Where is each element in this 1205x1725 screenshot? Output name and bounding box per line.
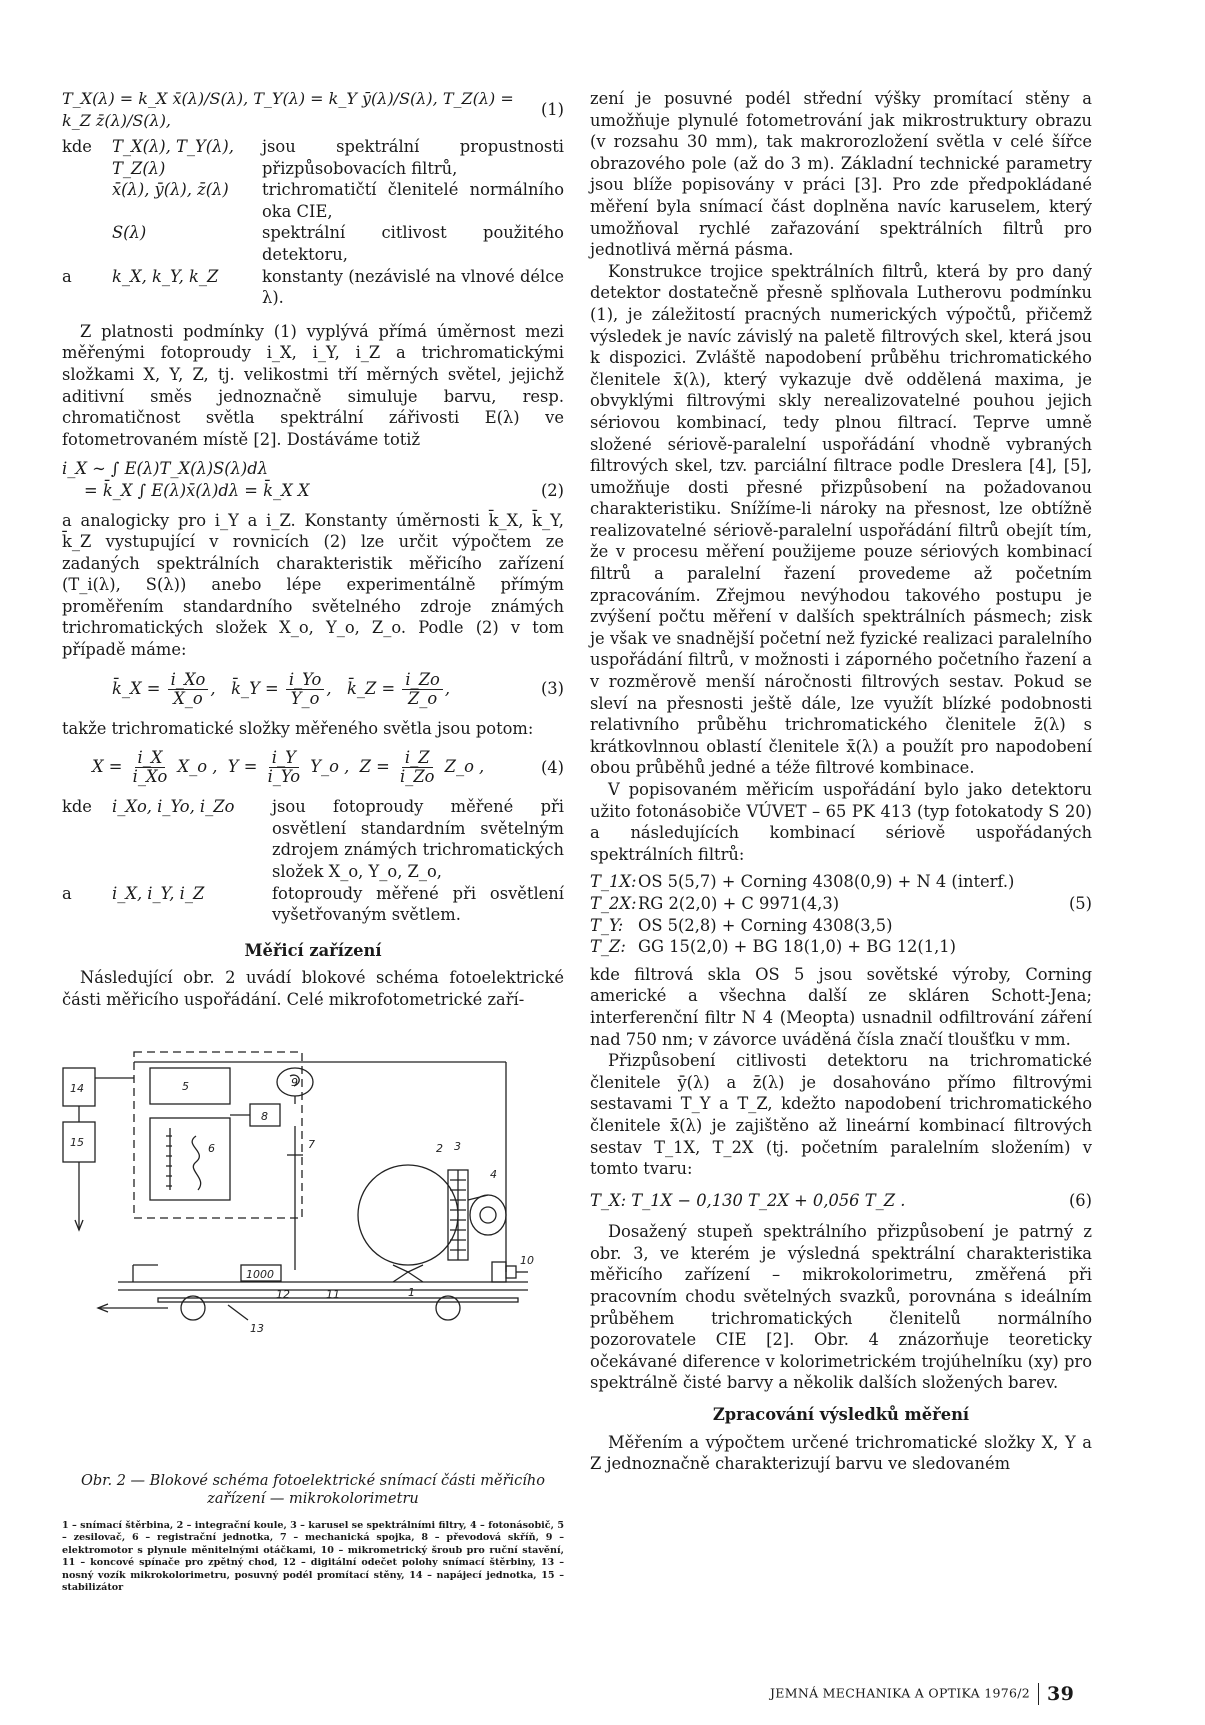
eq4-term-a: X_o ,: [177, 757, 218, 777]
block-diagram-figure: [58, 1040, 568, 1440]
eq3-num-a: i_Xo: [168, 671, 209, 690]
equation-1-text: T_X(λ) = k_X x̄(λ)/S(λ), T_Y(λ) = k_Y ȳ(λ)/S(λ), T_Z(λ) = k_Z z̄(λ)/S(λ),: [62, 89, 514, 130]
filter-value: OS 5(5,7) + Corning 4308(0,9) + N 4 (interf.): [638, 872, 1015, 892]
paragraph: Dosažený stupeň spektrálního přizpůsobení je patrný z obr. 3, ve kterém je výsledná spektrální charakteristika měřicího zařízení – mikrokolorimetru, změřená při pracovním chodu světelných svazků, porovnána s ideálním průběhem trichromatických členitelů normálního pozorovatele CIE [2]. Obr. 4 znázorňuje teoreticky očekávané diference v kolorimetrickém trojúhelníku (xy) pro spektrálně čisté barvy a několik dalších složených barev.: [590, 1222, 1092, 1393]
eq4-term-c: Z_o ,: [444, 757, 485, 777]
figure-label: 14: [70, 1082, 84, 1095]
equation-3-number: (3): [540, 679, 564, 699]
figure-label: 13: [250, 1322, 264, 1335]
paragraph: takže trichromatické složky měřeného světla jsou potom:: [62, 718, 534, 738]
legend-text: fotoproudy měřené při osvětlení vyšetřovaným světlem.: [272, 883, 564, 925]
eq3-den-b: Y_o: [290, 688, 320, 708]
figure-label: 8: [261, 1110, 268, 1123]
eq3-num-b: i_Yo: [286, 671, 324, 690]
equation-1: [62, 88, 564, 132]
digital-readout-value: 1000: [246, 1268, 274, 1281]
eq4-num-a: i_X: [135, 749, 166, 768]
eq4-term-b: Y_o ,: [310, 757, 350, 777]
figure-caption: Obr. 2 — Blokové schéma fotoelektrické snímací části měřicího zařízení — mikrokolorimetru: [81, 1473, 545, 1507]
legend-symbol: i_X, i_Y, i_Z: [112, 883, 205, 903]
equation-3: k̄_X = $\frac{i\_Xo}{X\_o}$ , k̄_Y = $\frac{i\_Yo}{Y\_o}$ , k̄_Z = $\frac{i\_Zo}{Z\_o}$ , (3): [112, 669, 564, 708]
equation-4: [62, 749, 564, 786]
figure-label: 2: [436, 1142, 443, 1155]
equation-2-line-a: i_X ∼ ∫ E(λ)T_X(λ)S(λ)dλ: [62, 459, 269, 479]
equation-1-number: (1): [540, 100, 564, 120]
legend-prefix: a: [62, 883, 72, 903]
filter-symbol: T_2X:: [590, 893, 637, 913]
legend-symbol: k_X, k_Y, k_Z: [112, 266, 219, 286]
figure-legend: 1 – snímací štěrbina, 2 – integrační koule, 3 – karusel se spektrálními filtry, 4 – fotonásobič, 5 – zesilovač, 6 – registrační jednotka, 7 – mechanická spojka, 8 – převodová skříň, 9 – elektromotor s plynule měnitelnými otáčkami, 10 – mikrometrický šroub pro ruční stavění, 11 – koncové spínače pro zpětný chod, 12 – digitální odečet polohy snímací štěrbiny, 13 – nosný vozík mikrokolorimetru, posuvný podél promítací stěny, 14 – napájecí jednotka, 15 – stabilizátor: [62, 1520, 564, 1594]
eq4-lhs-b: Y =: [227, 757, 258, 777]
filter-symbol: T_Y:: [590, 915, 624, 935]
registration-enclosure: [134, 1052, 302, 1218]
integrating-sphere: [358, 1165, 458, 1265]
left-column: [62, 88, 564, 1011]
recorder-block: [150, 1118, 230, 1200]
legend-symbol: T_X(λ), T_Y(λ), T_Z(λ): [112, 137, 234, 178]
figure-label: 12: [276, 1288, 290, 1301]
legend-text: konstanty (nezávislé na vlnové délce λ).: [262, 266, 564, 308]
legend-text: jsou spektrální propustnosti přizpůsobovacích filtrů,: [262, 137, 564, 178]
eq4-den-b: i_Yo: [267, 767, 301, 787]
legend-prefix: [62, 222, 112, 265]
figure-label: 10: [520, 1254, 534, 1267]
eq3-den-c: Z_o: [407, 688, 438, 708]
filter-symbol: T_Z:: [590, 937, 626, 957]
equation-5-number: (5): [1068, 893, 1092, 913]
legend-prefix: [62, 179, 112, 222]
eq4-den-a: i_Xo: [132, 767, 168, 787]
legend-prefix: kde: [62, 797, 92, 817]
figure-label: 5: [182, 1080, 189, 1093]
filter-value: GG 15(2,0) + BG 18(1,0) + BG 12(1,1): [638, 937, 957, 957]
symbol-legend-1: [62, 136, 564, 309]
page-footer: [770, 1683, 1074, 1705]
eq3-den-a: X_o: [173, 688, 203, 708]
journal-name: JEMNÁ MECHANIKA A OPTIKA 1976/2: [770, 1685, 1031, 1701]
paragraph: kde filtrová skla OS 5 jsou sovětské výroby, Corning americké a všechna další ze skláren Schott-Jena; interferenční filtr N 4 (Meopta) usnadnil odfiltrování záření nad 750 nm; v závorce uváděná čísla značí tloušťku v mm.: [590, 964, 1092, 1049]
legend-text: jsou fotoproudy měřené při osvětlení standardním světelným zdrojem známých trichromatických složek X_o, Y_o, Z_o,: [272, 797, 564, 882]
filter-symbol: T_1X:: [590, 872, 637, 892]
figure-label: 9: [291, 1076, 298, 1089]
paragraph: Následující obr. 2 uvádí blokové schéma fotoelektrické části měřicího uspořádání. Celé mikrofotometrické zaří-: [62, 968, 564, 1009]
paragraph: Z platnosti podmínky (1) vyplývá přímá úměrnost mezi měřenými fotoproudy i_X, i_Y, i_Z a trichromatickými složkami X, Y, Z, tj. velikostmi tří měrných světel, jejichž aditivní směs jednoznačně simuluje barvu, resp. chromatičnost světla spektrální zářivosti E(λ) ve fotometrovaném místě [2]. Dostáváme totiž: [62, 321, 564, 449]
equation-2-number: (2): [540, 480, 564, 500]
paragraph: Konstrukce trojice spektrálních filtrů, která by pro daný detektor dostatečně přesně splňovala Lutherovu podmínku (1), je záležitostí pracných numerických výpočtů, přičemž výsledek je navíc závislý na paletě filtrových skel, která jsou k dispozici. Zvláště napodobení průběhu trichromatického členitele x̄(λ), který vykazuje dvě oddělená maxima, je obvyklými filtrovými skly nerealizovatelné pouhou jejich sériovou kombinací, tedy plnou filtrací. Teprve umně složené sériově-paralelní uspořádání vhodně vybraných filtrových skel, tzv. parciální filtrace podle Dreslera [4], [5], umožňuje dosti přesné přizpůsobení na požadovanou charakteristiku. Snížíme-li nároky na přesnost, lze obtížně realizovatelné sériově-paralelní uspořádání filtrů obejít tím, že v procesu měření použijeme pouze sériových kombinací filtrů a paralelní řazení provedeme až početním zpracováním. Zřejmou nevýhodou takového postupu je zvýšení počtu měření v dalších spektrálních pásmech; zisk je však ve snadnější početní než fyzické realizaci paralelního uspořádání filtrů, v možnosti i záporného početního řazení a v rozměrově menší náročnosti filtrových sestav. Pokud se sleví na přesnosti ještě dále, lze využít blízké podobnosti relativního průběhu trichromatického členitele z̄(λ) s krátkovlnnou oblastí členitele x̄(λ) a použít pro napodobení obou průběhů jedné a téže filtrové kombinace.: [590, 261, 1092, 778]
figure-label: 3: [454, 1140, 461, 1153]
trolley-wheel: [181, 1296, 205, 1320]
filter-list: [590, 871, 1092, 957]
eq4-lhs-c: Z =: [359, 757, 390, 777]
equation-6-text: T_X: T_1X − 0,130 T_2X + 0,056 T_Z .: [590, 1190, 906, 1210]
page-number: 39: [1047, 1683, 1075, 1705]
eq4-num-b: i_Y: [269, 749, 299, 768]
equation-2-line-b: = k̄_X ∫ E(λ)x̄(λ)dλ = k̄_X X: [84, 480, 310, 500]
micrometer-screw: [492, 1262, 506, 1282]
figure-label: 4: [490, 1168, 497, 1181]
figure-label: 1: [408, 1286, 415, 1299]
amplifier-block: [150, 1068, 230, 1104]
section-heading: Zpracování výsledků měření: [712, 1405, 970, 1425]
section-heading: Měřicí zařízení: [244, 940, 382, 960]
eq3-lhs-b: k̄_Y =: [231, 678, 279, 698]
figure-label: 11: [326, 1288, 340, 1301]
filter-value: OS 5(2,8) + Corning 4308(3,5): [638, 915, 893, 935]
eq4-den-c: i_Zo: [399, 767, 435, 787]
legend-symbol: i_Xo, i_Yo, i_Zo: [112, 797, 235, 817]
figure-label: 15: [70, 1136, 84, 1149]
legend-symbol: S(λ): [112, 223, 147, 243]
equation-6-number: (6): [1068, 1190, 1092, 1210]
paragraph: zení je posuvné podél střední výšky promítací stěny a umožňuje plynulé fotometrování jak mikrostruktury obrazu (v rozsahu 30 mm), tak makrorozložení světla v celé šířce obrazového pole (až do 3 m). Základní technické parametry jsou blíže popisovány v práci [3]. Pro zde předpokládané měření byla snímací část doplněna navíc karuselem, který umožňoval rychlé zařazování spektrálních filtrů pro jednotlivá měrná pásma.: [590, 89, 1092, 260]
equation-4-number: (4): [540, 757, 564, 777]
paragraph: Měřením a výpočtem určené trichromatické složky X, Y a Z jednoznačně charakterizují barvu ve sledovaném: [590, 1432, 1092, 1474]
paragraph: Přizpůsobení citlivosti detektoru na trichromatické členitele ȳ(λ) a z̄(λ) je dosahováno přímo filtrovými sestavami T_Y a T_Z, kdežto napodobení trichromatického členitele x̄(λ) je zajištěno až lineární kombinací filtrových sestav T_1X, T_2X (tj. početním paralelním složením) v tomto tvaru:: [590, 1051, 1092, 1179]
photomultiplier: [470, 1195, 506, 1235]
eq3-lhs-a: k̄_X =: [112, 678, 161, 698]
symbol-legend-2: [62, 796, 564, 926]
paragraph: V popisovaném měřicím uspořádání bylo jako detektoru užito fotonásobiče VÚVET – 65 PK 413 (typ fotokatody S 20) a následujících kombinací sériově uspořádaných spektrálních filtrů:: [590, 780, 1092, 864]
eq3-lhs-c: k̄_Z =: [347, 678, 396, 698]
legend-prefix: a: [62, 266, 72, 286]
eq4-num-c: i_Z: [402, 749, 433, 768]
filter-value: RG 2(2,0) + C 9971(4,3): [638, 893, 840, 913]
equation-6: [590, 1190, 1092, 1212]
right-column: [590, 88, 1092, 1475]
eq4-lhs-a: X =: [92, 757, 123, 777]
legend-prefix: kde: [62, 137, 92, 156]
eq3-num-c: i_Zo: [402, 671, 442, 690]
legend-symbol: x̄(λ), ȳ(λ), z̄(λ): [112, 180, 229, 200]
paragraph: a analogicky pro i_Y a i_Z. Konstanty úměrnosti k̄_X, k̄_Y, k̄_Z vystupující v rovnicích (2) lze určit výpočtem ze zadaných spektrálních charakteristik měřicího zařízení (T_i(λ), S(λ)) anebo lépe experimentálně přímým proměřením standardního světelného zdroje známých trichromatických složek X_o, Y_o, Z_o. Podle (2) v tom případě máme:: [62, 510, 564, 660]
legend-text: trichromatičtí členitelé normálního oka CIE,: [262, 180, 564, 221]
figure-label: 7: [308, 1138, 315, 1151]
trolley-wheel: [436, 1296, 460, 1320]
legend-text: spektrální citlivost použitého detektoru,: [262, 223, 564, 264]
figure-label: 6: [208, 1142, 215, 1155]
equation-2: [62, 458, 564, 501]
